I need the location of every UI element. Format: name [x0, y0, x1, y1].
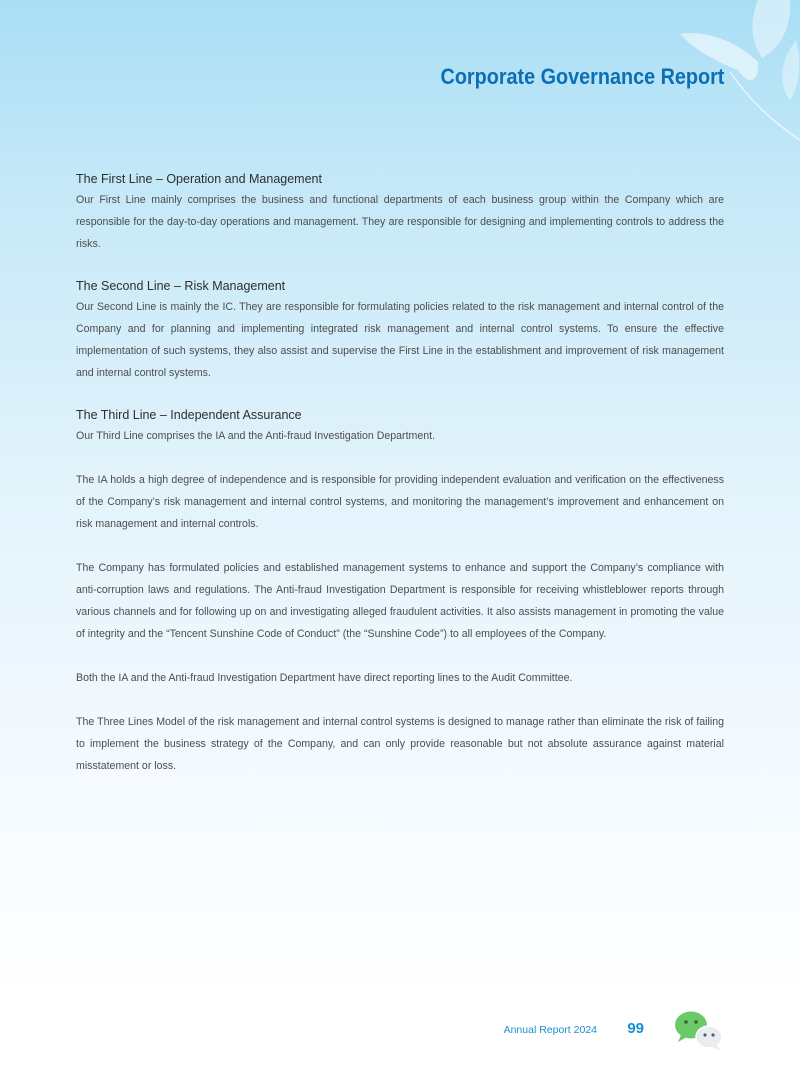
- paragraph-reporting-lines: Both the IA and the Anti-fraud Investigation Department have direct reporting lines to the Audit Committee.: [76, 672, 573, 684]
- section-heading: The Third Line – Independent Assurance: [76, 408, 302, 422]
- paragraph: Our First Line mainly comprises the business and functional departments of each business group within the Company which are responsible for the day-to-day operations and management. They are responsible for designing and implementing controls to address the risks.: [76, 194, 724, 250]
- report-body: [76, 170, 724, 777]
- page-footer: [0, 1010, 800, 1070]
- page-number: 99: [627, 1020, 644, 1037]
- page-title: Corporate Governance Report: [440, 64, 724, 89]
- section-second-line: [76, 277, 724, 384]
- chat-bubbles-icon: [674, 1010, 724, 1052]
- paragraph-anti-corruption: The Company has formulated policies and established management systems to enhance and support the Company’s compliance with anti-corruption laws and regulations. The Anti-fraud Investigation Department is responsible for receiving whistleblower reports through various channels and for following up on and investigating alleged fraudulent activities. It also assists management in promoting the value of integrity and the “Tencent Sunshine Code of Conduct” (the “Sunshine Code”) to all employees of the Company.: [76, 562, 724, 640]
- section-third-line: [76, 406, 724, 447]
- report-label: Annual Report 2024: [503, 1024, 597, 1036]
- paragraph: Our Second Line is mainly the IC. They are responsible for formulating policies related to the risk management and internal control of the Company and for planning and implementing integrated risk management and internal control systems. To ensure the effective implementation of such systems, they also assist and supervise the First Line in the establishment and improvement of risk management and internal control systems.: [76, 301, 724, 379]
- section-heading: The First Line – Operation and Management: [76, 172, 322, 186]
- paragraph-ia-independence: The IA holds a high degree of independence and is responsible for providing independent evaluation and verification on the effectiveness of the Company’s risk management and internal control systems, and monitoring the management’s improvement and enhancement on risk management and internal controls.: [76, 474, 724, 530]
- paragraph: Our Third Line comprises the IA and the Anti-fraud Investigation Department.: [76, 430, 436, 442]
- section-heading: The Second Line – Risk Management: [76, 279, 286, 293]
- paragraph-three-lines-model: The Three Lines Model of the risk management and internal control systems is designed to manage rather than eliminate the risk of failing to implement the business strategy of the Company, and can only provide reasonable but not absolute assurance against material misstatement or loss.: [76, 716, 724, 772]
- section-first-line: [76, 170, 724, 255]
